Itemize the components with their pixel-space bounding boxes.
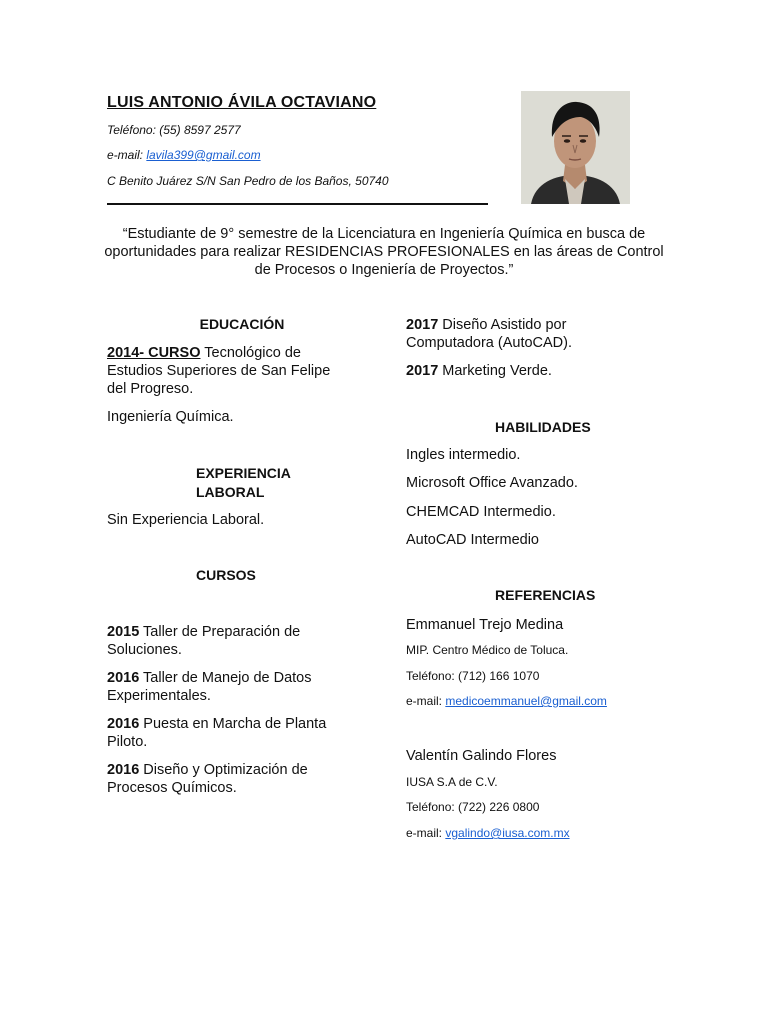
reference-name: Emmanuel Trejo Medina: [406, 617, 564, 633]
objective-statement: “Estudiante de 9° semestre de la Licenciatura en Ingeniería Química en busca de oportunidades para realizar RESIDENCIAS PROFESIONALES en las áreas de Control de Procesos o Ingeniería de Proyectos.”: [104, 226, 664, 278]
reference-email: [406, 826, 656, 840]
skill-item: CHEMCAD Intermedio.: [406, 504, 556, 520]
reference-phone: Teléfono: (722) 226 0800: [406, 800, 540, 814]
reference-email-link[interactable]: medicoemmanuel@gmail.com: [445, 694, 607, 708]
course-item: [406, 316, 626, 352]
reference-email-link[interactable]: vgalindo@iusa.com.mx: [445, 826, 570, 840]
reference-name: Valentín Galindo Flores: [406, 748, 557, 764]
education-degree: Ingeniería Química.: [107, 409, 234, 425]
course-year: 2016: [107, 762, 140, 778]
email-link[interactable]: lavila399@gmail.com: [146, 148, 261, 162]
email-label: e-mail:: [406, 826, 446, 840]
course-year: 2016: [107, 670, 140, 686]
course-item: [107, 623, 352, 659]
course-title: Puesta en Marcha de Planta Piloto.: [107, 716, 327, 750]
address-line: C Benito Juárez S/N San Pedro de los Baños, 50740: [107, 174, 389, 188]
skill-item: Ingles intermedio.: [406, 447, 521, 463]
course-year: 2015: [107, 624, 140, 640]
email-label: e-mail:: [406, 694, 446, 708]
course-year: 2017: [406, 317, 439, 333]
skills-heading: HABILIDADES: [495, 419, 591, 435]
experience-heading: EXPERIENCIA LABORAL: [196, 465, 291, 500]
profile-photo: [521, 91, 630, 204]
experience-text: Sin Experiencia Laboral.: [107, 512, 265, 528]
email-line: [107, 148, 261, 162]
courses-heading: CURSOS: [196, 567, 256, 583]
course-title: Taller de Preparación de Soluciones.: [107, 624, 301, 658]
course-item: [406, 362, 656, 380]
candidate-name: LUIS ANTONIO ÁVILA OCTAVIANO: [107, 94, 377, 111]
course-year: 2016: [107, 716, 140, 732]
course-item: [107, 669, 352, 705]
education-entry: [107, 344, 352, 398]
reference-email: [406, 694, 656, 708]
phone-line: Teléfono: (55) 8597 2577: [107, 123, 241, 137]
skill-item: Microsoft Office Avanzado.: [406, 475, 578, 491]
course-year: 2017: [406, 363, 439, 379]
email-label: e-mail:: [107, 148, 147, 162]
reference-org: MIP. Centro Médico de Toluca.: [406, 643, 569, 657]
course-title: Diseño y Optimización de Procesos Químicos.: [107, 762, 308, 796]
skill-item: AutoCAD Intermedio: [406, 532, 539, 548]
reference-org: IUSA S.A de C.V.: [406, 775, 498, 789]
education-heading: EDUCACIÓN: [199, 316, 285, 332]
education-year: 2014- CURSO: [107, 345, 201, 361]
course-title: Taller de Manejo de Datos Experimentales.: [107, 670, 312, 704]
education-institution: Tecnológico de Estudios Superiores de San Felipe del Progreso.: [107, 345, 331, 397]
course-item: [107, 761, 352, 797]
course-title: Marketing Verde.: [438, 363, 552, 379]
references-heading: REFERENCIAS: [495, 587, 596, 603]
header-divider: [107, 203, 488, 205]
course-title: Diseño Asistido por Computadora (AutoCAD).: [406, 317, 573, 351]
reference-phone: Teléfono: (712) 166 1070: [406, 669, 540, 683]
course-item: [107, 715, 352, 751]
